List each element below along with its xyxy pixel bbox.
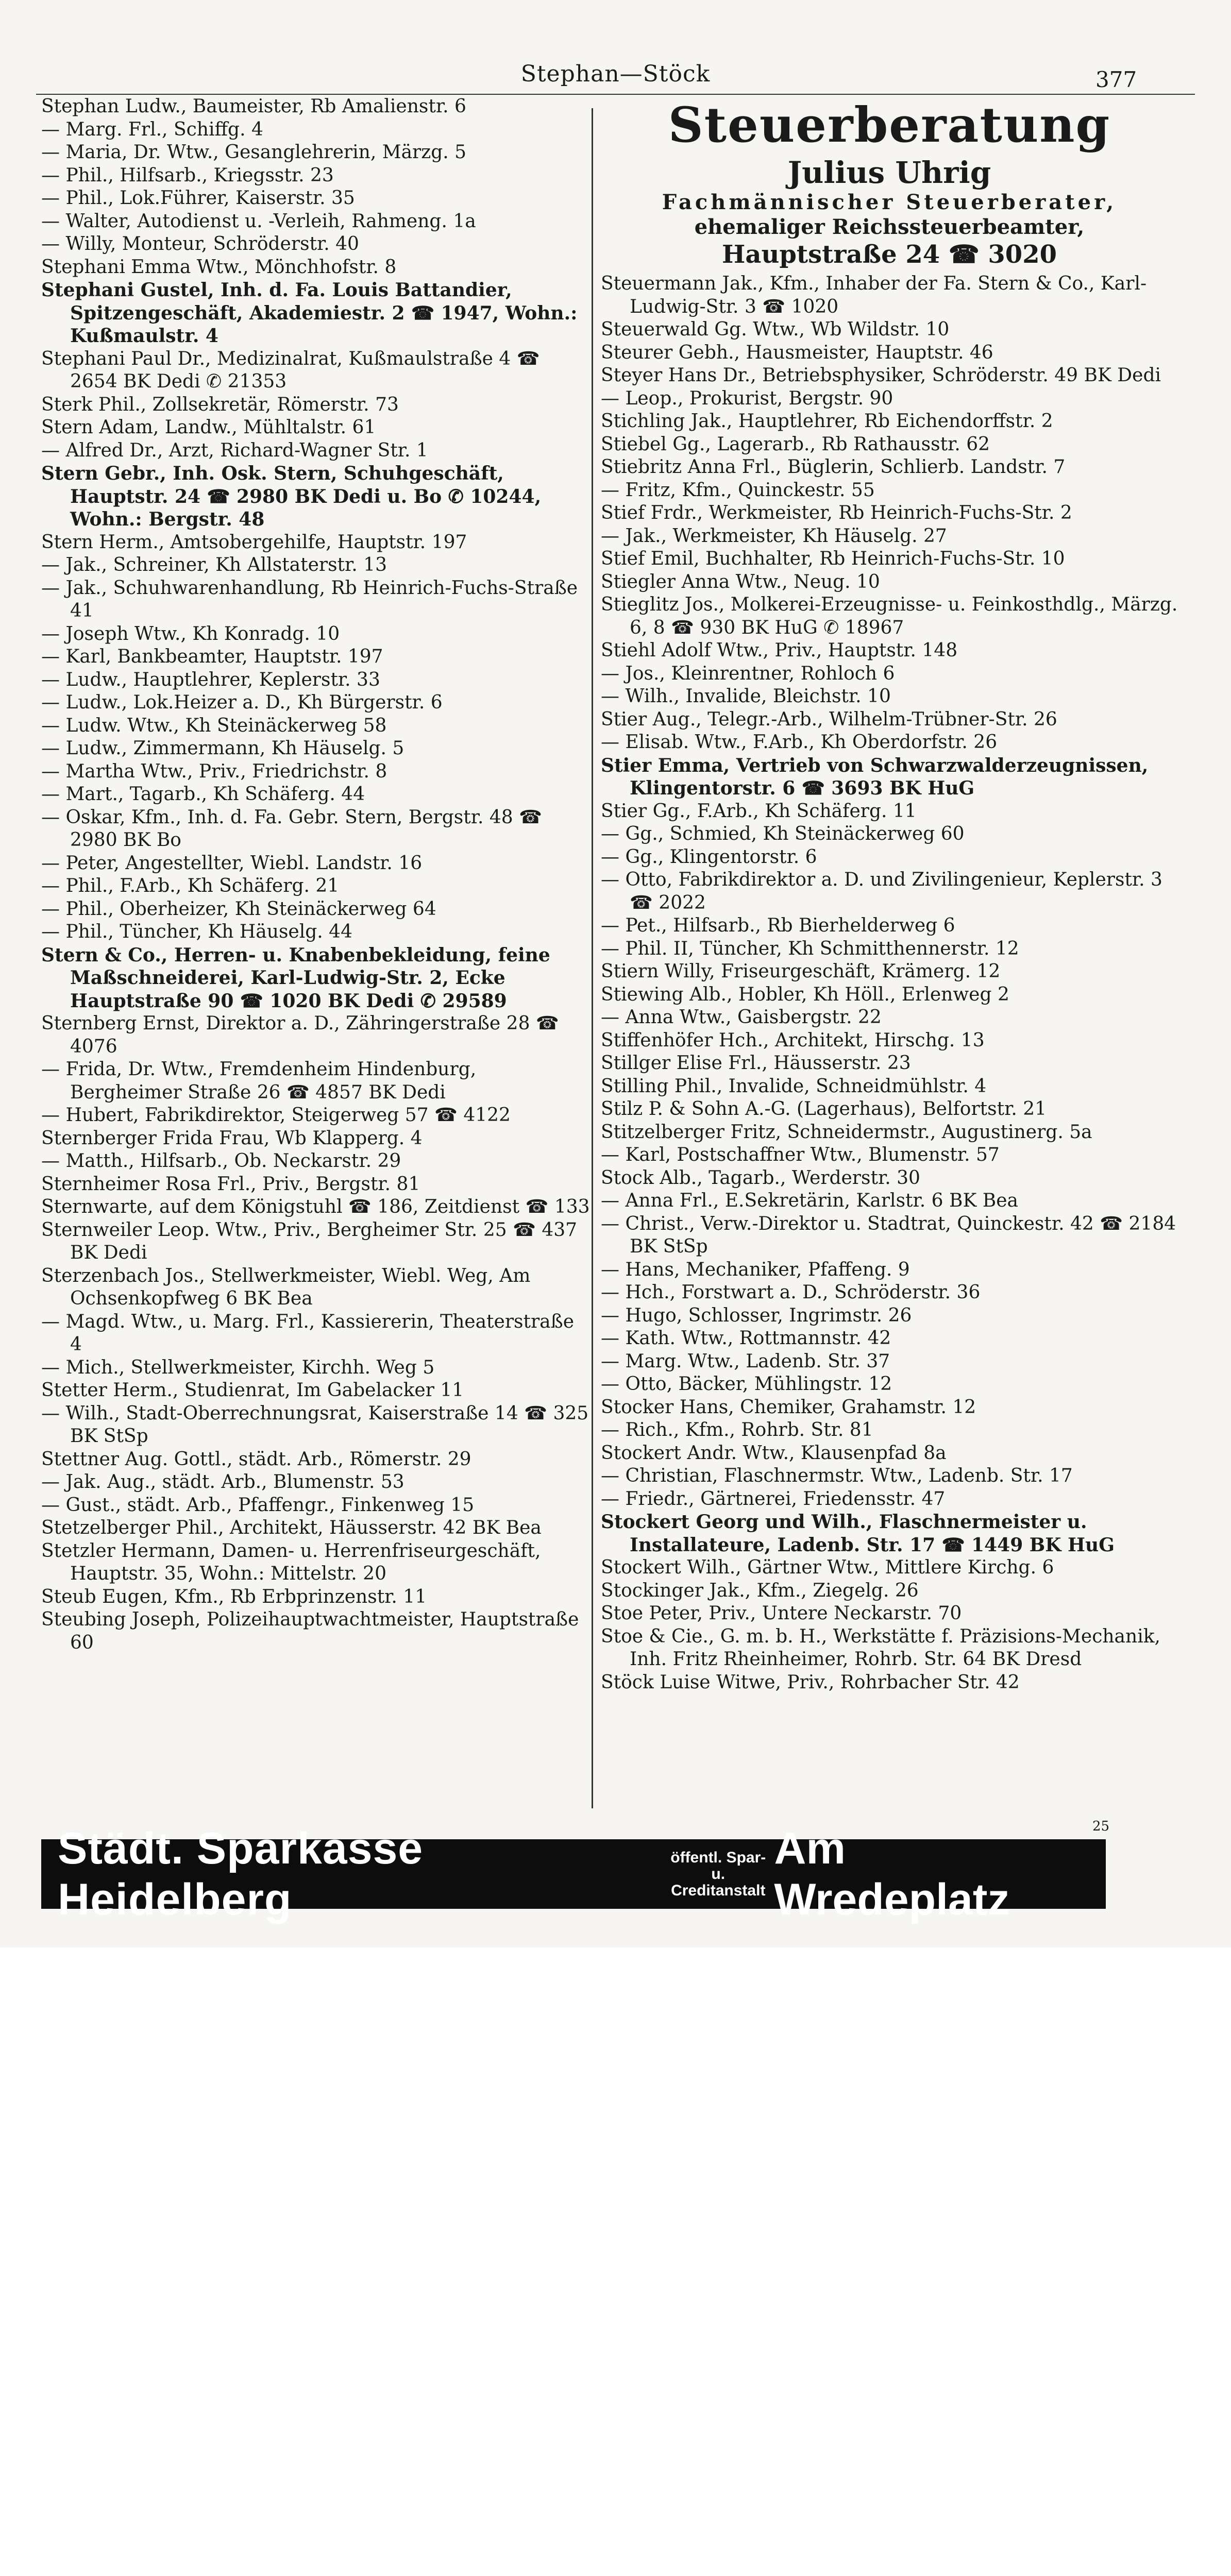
ad-title: Steuerberatung — [668, 97, 1111, 154]
directory-entry: Stockinger Jak., Kfm., Ziegelg. 26 — [601, 1580, 919, 1601]
directory-entry: — Jak., Schreiner, Kh Allstaterstr. 13 — [41, 554, 387, 575]
directory-entry: — Leop., Prokurist, Bergstr. 90 — [601, 387, 893, 409]
directory-entry: — Phil., Tüncher, Kh Häuselg. 44 — [41, 921, 352, 942]
directory-entry: Stephani Gustel, Inh. d. Fa. Louis Battandier, Spitzengeschäft, Akademiestr. 2 ☎ 1947, Wohn.: Kußmaulstr. 4 — [41, 279, 578, 347]
directory-entry: — Walter, Autodienst u. -Verleih, Rahmeng. 1a — [41, 210, 476, 232]
directory-entry: — Willy, Monteur, Schröderstr. 40 — [41, 233, 359, 255]
directory-entry: Stoe & Cie., G. m. b. H., Werkstätte f. Präzisions-Mechanik, Inh. Fritz Rheinheimer, Rohrb. Str. 64 BK Dresd — [601, 1625, 1160, 1670]
directory-entry: Stief Emil, Buchhalter, Rb Heinrich-Fuchs-Str. 10 — [601, 548, 1065, 569]
directory-entry: — Ludw. Wtw., Kh Steinäckerweg 58 — [41, 715, 387, 736]
directory-entry: — Christian, Flaschnermstr. Wtw., Ladenb. Str. 17 — [601, 1465, 1073, 1486]
directory-entry: Stiebritz Anna Frl., Büglerin, Schlierb. Landstr. 7 — [601, 456, 1066, 478]
directory-entry: — Ludw., Lok.Heizer a. D., Kh Bürgerstr. 6 — [41, 692, 443, 713]
directory-entry: Steyer Hans Dr., Betriebsphysiker, Schröderstr. 49 BK Dedi — [601, 365, 1161, 386]
ad-name: Julius Uhrig — [787, 155, 991, 190]
directory-entry: — Kath. Wtw., Rottmannstr. 42 — [601, 1328, 891, 1349]
directory-entry: Sterk Phil., Zollsekretär, Römerstr. 73 — [41, 394, 399, 415]
directory-entry: — Gust., städt. Arb., Pfaffengr., Finkenweg 15 — [41, 1494, 475, 1516]
right-column — [601, 95, 1178, 1816]
tax-advice-ad — [601, 95, 1178, 269]
directory-entry: — Anna Wtw., Gaisbergstr. 22 — [601, 1007, 882, 1028]
directory-entry: Stockert Georg und Wilh., Flaschnermeister u. Installateure, Ladenb. Str. 17 ☎ 1449 BK HuG — [601, 1511, 1115, 1556]
banner-right: Am Wredeplatz — [774, 1823, 1010, 1924]
directory-entry: Stiegler Anna Wtw., Neug. 10 — [601, 571, 880, 592]
directory-entry: — Hugo, Schlosser, Ingrimstr. 26 — [601, 1304, 912, 1326]
directory-entry: Sternberg Ernst, Direktor a. D., Zähringerstraße 28 ☎ 4076 — [41, 1013, 559, 1057]
directory-entry: Stieglitz Jos., Molkerei-Erzeugnisse- u. Feinkosthdlg., Märzg. 6, 8 ☎ 930 BK HuG ✆ 18967 — [601, 594, 1178, 638]
directory-entry: Steubing Joseph, Polizeihauptwachtmeister, Hauptstraße 60 — [41, 1609, 579, 1653]
directory-entry: Sternwarte, auf dem Königstuhl ☎ 186, Zeitdienst ☎ 133 — [41, 1196, 590, 1217]
directory-entry: — Rich., Kfm., Rohrb. Str. 81 — [601, 1419, 873, 1440]
directory-entry: — Mich., Stellwerkmeister, Kirchh. Weg 5 — [41, 1357, 435, 1378]
directory-entry: Stichling Jak., Hauptlehrer, Rb Eichendorffstr. 2 — [601, 411, 1053, 432]
directory-entry: — Oskar, Kfm., Inh. d. Fa. Gebr. Stern, Bergstr. 48 ☎ 2980 BK Bo — [41, 806, 542, 851]
directory-entry: Stern Gebr., Inh. Osk. Stern, Schuhgeschäft, Hauptstr. 24 ☎ 2980 BK Dedi u. Bo ✆ 10244, Wohn.: Bergstr. 48 — [41, 463, 542, 530]
directory-entry: — Karl, Postschaffner Wtw., Blumenstr. 57 — [601, 1144, 1000, 1165]
header-rule — [36, 94, 1195, 95]
directory-entry: — Peter, Angestellter, Wiebl. Landstr. 16 — [41, 852, 423, 874]
directory-entry: Steuerwald Gg. Wtw., Wb Wildstr. 10 — [601, 319, 950, 340]
ad-line3: Hauptstraße 24 ☎ 3020 — [722, 240, 1057, 269]
directory-entry: Stier Aug., Telegr.-Arb., Wilhelm-Trübner-Str. 26 — [601, 708, 1057, 730]
banner-middle-top: öffentl. Spar- u. — [670, 1849, 766, 1883]
directory-entry: Stillger Elise Frl., Häusserstr. 23 — [601, 1053, 911, 1074]
directory-entry: Steurer Gebh., Hausmeister, Hauptstr. 46 — [601, 342, 993, 363]
banner-middle — [662, 1850, 774, 1899]
directory-entry: Stephani Emma Wtw., Mönchhofstr. 8 — [41, 256, 397, 278]
directory-entry: — Wilh., Invalide, Bleichstr. 10 — [601, 686, 891, 707]
directory-entry: — Christ., Verw.-Direktor u. Stadtrat, Quinckestr. 42 ☎ 2184 BK StSp — [601, 1213, 1176, 1257]
ad-line1: Fachmännischer Steuerberater, — [662, 190, 1117, 214]
directory-entry: — Phil., Hilfsarb., Kriegsstr. 23 — [41, 164, 334, 186]
directory-entry: — Hans, Mechaniker, Pfaffeng. 9 — [601, 1259, 910, 1280]
directory-entry: — Frida, Dr. Wtw., Fremdenheim Hindenburg, Bergheimer Straße 26 ☎ 4857 BK Dedi — [41, 1059, 477, 1103]
directory-entry: — Jak., Schuhwarenhandlung, Rb Heinrich-Fuchs-Straße 41 — [41, 577, 578, 621]
directory-entry: Stern Herm., Amtsobergehilfe, Hauptstr. 197 — [41, 531, 467, 553]
directory-entry: — Maria, Dr. Wtw., Gesanglehrerin, Märzg. 5 — [41, 142, 467, 163]
directory-entry: Stilz P. & Sohn A.-G. (Lagerhaus), Belfortstr. 21 — [601, 1098, 1047, 1120]
directory-entry: Stier Gg., F.Arb., Kh Schäferg. 11 — [601, 800, 917, 822]
directory-entry: Stetzler Hermann, Damen- u. Herrenfriseurgeschäft, Hauptstr. 35, Wohn.: Mittelstr. 20 — [41, 1540, 541, 1584]
footer-bar — [0, 1947, 1231, 2033]
directory-entry: — Anna Frl., E.Sekretärin, Karlstr. 6 BK Bea — [601, 1190, 1019, 1211]
directory-entry: — Phil., F.Arb., Kh Schäferg. 21 — [41, 875, 340, 896]
page-number: 377 — [1095, 67, 1137, 92]
directory-entry: Sterzenbach Jos., Stellwerkmeister, Wiebl. Weg, Am Ochsenkopfweg 6 BK Bea — [41, 1265, 531, 1309]
directory-entry: — Phil., Oberheizer, Kh Steinäckerweg 64 — [41, 898, 436, 920]
directory-entry: Stoe Peter, Priv., Untere Neckarstr. 70 — [601, 1603, 962, 1624]
directory-entry: — Otto, Bäcker, Mühlingstr. 12 — [601, 1374, 892, 1395]
directory-entry: Sternweiler Leop. Wtw., Priv., Bergheimer Str. 25 ☎ 437 BK Dedi — [41, 1219, 578, 1263]
directory-entry: — Mart., Tagarb., Kh Schäferg. 44 — [41, 784, 365, 805]
directory-entry: Stettner Aug. Gottl., städt. Arb., Römerstr. 29 — [41, 1448, 471, 1470]
directory-entry: Stockert Andr. Wtw., Klausenpfad 8a — [601, 1442, 947, 1464]
directory-entry: Stiffenhöfer Hch., Architekt, Hirschg. 13 — [601, 1029, 985, 1051]
column-divider — [592, 108, 593, 1808]
directory-entry: Stief Frdr., Werkmeister, Rb Heinrich-Fuchs-Str. 2 — [601, 502, 1072, 523]
left-column — [41, 95, 590, 1816]
directory-entry: — Jak., Werkmeister, Kh Häuselg. 27 — [601, 525, 947, 547]
directory-entry: — Martha Wtw., Priv., Friedrichstr. 8 — [41, 760, 387, 782]
directory-entry: — Hubert, Fabrikdirektor, Steigerweg 57 ☎ 4122 — [41, 1105, 511, 1126]
directory-entry: — Gg., Klingentorstr. 6 — [601, 846, 817, 868]
directory-entry: — Otto, Fabrikdirektor a. D. und Zivilingenieur, Keplerstr. 3 ☎ 2022 — [601, 869, 1162, 913]
directory-entry: — Marg. Frl., Schiffg. 4 — [41, 118, 263, 140]
directory-entry: — Phil., Lok.Führer, Kaiserstr. 35 — [41, 188, 355, 209]
directory-entry: Stock Alb., Tagarb., Werderstr. 30 — [601, 1167, 920, 1189]
directory-entry: Steuermann Jak., Kfm., Inhaber der Fa. Stern & Co., Karl-Ludwig-Str. 3 ☎ 1020 — [601, 273, 1147, 317]
directory-entry: — Ludw., Zimmermann, Kh Häuselg. 5 — [41, 738, 404, 759]
directory-entry: — Friedr., Gärtnerei, Friedensstr. 47 — [601, 1488, 946, 1510]
directory-entry: Sternberger Frida Frau, Wb Klapperg. 4 — [41, 1127, 423, 1149]
directory-entry: — Ludw., Hauptlehrer, Keplerstr. 33 — [41, 669, 380, 690]
directory-entry: Stilling Phil., Invalide, Schneidmühlstr. 4 — [601, 1075, 987, 1097]
running-header: Stephan—Stöck — [520, 61, 711, 87]
banner-middle-bottom: Creditanstalt — [671, 1882, 766, 1899]
directory-entry: Stiern Willy, Friseurgeschäft, Krämerg. 12 — [601, 961, 1001, 982]
directory-entry: — Alfred Dr., Arzt, Richard-Wagner Str. 1 — [41, 439, 428, 461]
directory-entry: — Jak. Aug., städt. Arb., Blumenstr. 53 — [41, 1471, 404, 1493]
directory-entry: Stocker Hans, Chemiker, Grahamstr. 12 — [601, 1396, 976, 1418]
right-entries — [601, 273, 1178, 1694]
directory-entry: Stöck Luise Witwe, Priv., Rohrbacher Str. 42 — [601, 1671, 1020, 1693]
directory-entry: — Hch., Forstwart a. D., Schröderstr. 36 — [601, 1282, 981, 1303]
directory-entry: — Elisab. Wtw., F.Arb., Kh Oberdorfstr. 26 — [601, 732, 998, 753]
directory-entry: Sternheimer Rosa Frl., Priv., Bergstr. 81 — [41, 1173, 420, 1195]
directory-entry: — Gg., Schmied, Kh Steinäckerweg 60 — [601, 823, 965, 844]
ad-line2: ehemaliger Reichssteuerbeamter, — [694, 215, 1085, 239]
banner-left: Städt. Sparkasse Heidelberg — [58, 1823, 424, 1924]
directory-entry: Stockert Wilh., Gärtner Wtw., Mittlere Kirchg. 6 — [601, 1557, 1054, 1578]
directory-entry: Steub Eugen, Kfm., Rb Erbprinzenstr. 11 — [41, 1586, 427, 1607]
directory-entry: Stephan Ludw., Baumeister, Rb Amalienstr. 6 — [41, 96, 466, 117]
directory-entry: — Jos., Kleinrentner, Rohloch 6 — [601, 663, 895, 684]
directory-entry: — Matth., Hilfsarb., Ob. Neckarstr. 29 — [41, 1150, 401, 1172]
directory-entry: Stiebel Gg., Lagerarb., Rb Rathausstr. 62 — [601, 433, 990, 455]
directory-entry: Stiehl Adolf Wtw., Priv., Hauptstr. 148 — [601, 640, 958, 661]
directory-entry: — Marg. Wtw., Ladenb. Str. 37 — [601, 1350, 890, 1372]
directory-entry: — Fritz, Kfm., Quinckestr. 55 — [601, 479, 875, 501]
directory-entry: — Pet., Hilfsarb., Rb Bierhelderweg 6 — [601, 915, 955, 936]
directory-entry: Stephani Paul Dr., Medizinalrat, Kußmaulstraße 4 ☎ 2654 BK Dedi ✆ 21353 — [41, 348, 540, 392]
directory-entry: Stern & Co., Herren- u. Knabenbekleidung, feine Maßschneiderei, Karl-Ludwig-Str. 2, Ecke Hauptstraße 90 ☎ 1020 BK Dedi ✆ 29589 — [41, 944, 550, 1012]
directory-entry: — Karl, Bankbeamter, Hauptstr. 197 — [41, 646, 383, 667]
directory-entry: Stitzelberger Fritz, Schneidermstr., Augustinerg. 5a — [601, 1121, 1092, 1143]
signature-mark: 25 — [1092, 1819, 1110, 1834]
directory-entry: — Joseph Wtw., Kh Konradg. 10 — [41, 623, 340, 645]
directory-entry: Stern Adam, Landw., Mühltalstr. 61 — [41, 417, 376, 438]
directory-entry: Stetzelberger Phil., Architekt, Häusserstr. 42 BK Bea — [41, 1517, 542, 1538]
directory-entry: Stier Emma, Vertrieb von Schwarzwalderzeugnissen, Klingentorstr. 6 ☎ 3693 BK HuG — [601, 754, 1149, 799]
directory-entry: — Magd. Wtw., u. Marg. Frl., Kassiererin, Theaterstraße 4 — [41, 1311, 574, 1355]
directory-entry: — Phil. II, Tüncher, Kh Schmitthennerstr. 12 — [601, 938, 1019, 959]
directory-entry: Stiewing Alb., Hobler, Kh Höll., Erlenweg 2 — [601, 984, 1009, 1005]
directory-entry: Stetter Herm., Studienrat, Im Gabelacker 11 — [41, 1380, 464, 1401]
directory-entry: — Wilh., Stadt-Oberrechnungsrat, Kaiserstraße 14 ☎ 325 BK StSp — [41, 1402, 589, 1447]
